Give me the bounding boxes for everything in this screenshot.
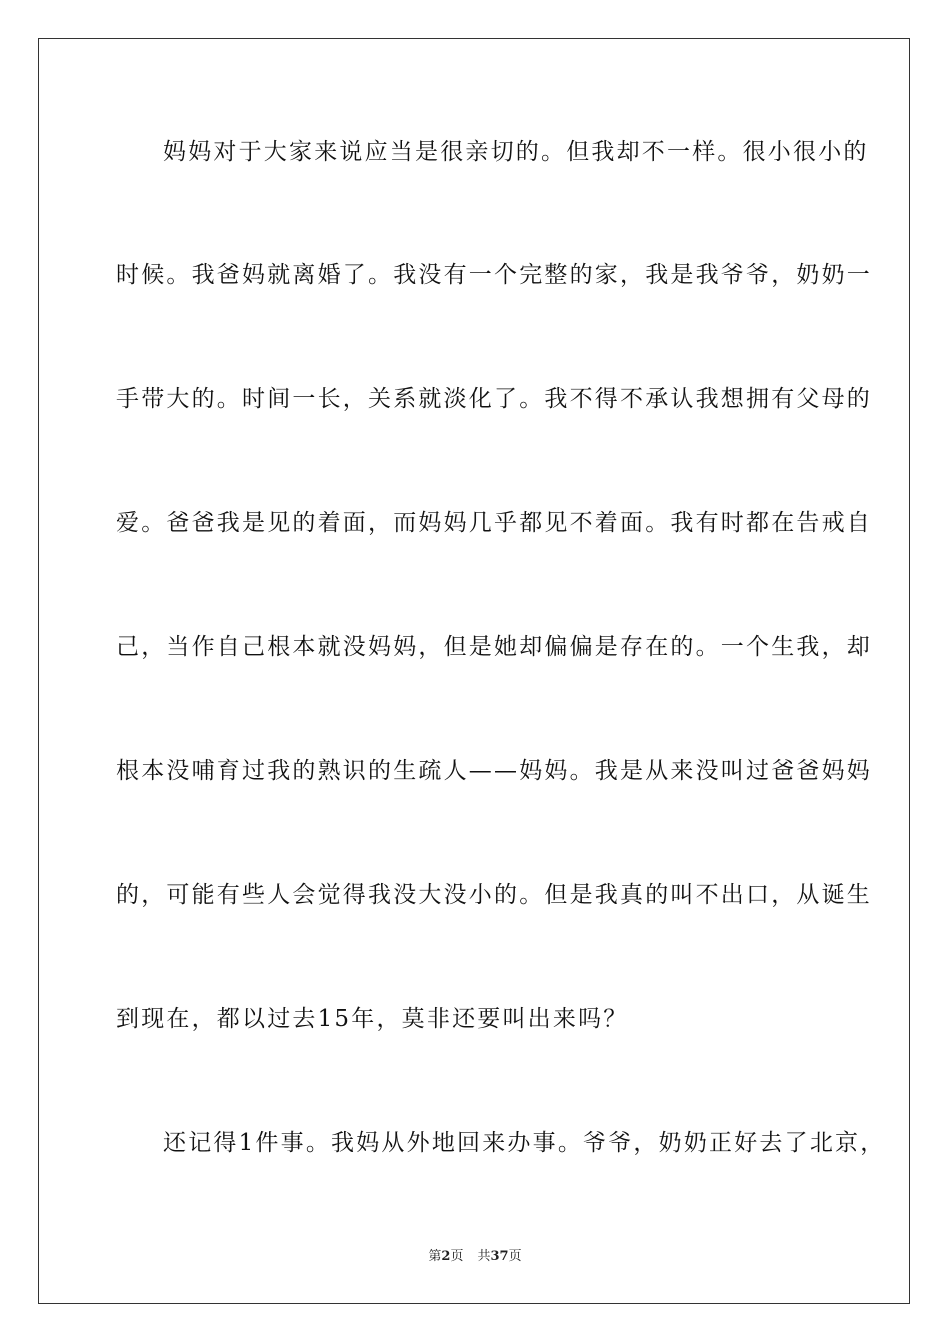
paragraph-line-9: 还记得1件事。我妈从外地回来办事。爷爷，奶奶正好去了北京， bbox=[163, 1130, 886, 1156]
paragraph-line-3: 手带大的。时间一长，关系就淡化了。我不得不承认我想拥有父母的 bbox=[116, 386, 872, 412]
page-footer bbox=[0, 1248, 950, 1266]
page-prefix: 第 bbox=[428, 1249, 442, 1264]
page-border bbox=[38, 38, 910, 1304]
paragraph-line-8: 到现在，都以过去15年，莫非还要叫出来吗？ bbox=[116, 1006, 629, 1032]
paragraph-line-2: 时候。我爸妈就离婚了。我没有一个完整的家，我是我爷爷，奶奶一 bbox=[116, 262, 872, 288]
total-prefix: 共 bbox=[477, 1249, 491, 1264]
paragraph-line-6: 根本没哺育过我的熟识的生疏人——妈妈。我是从来没叫过爸爸妈妈 bbox=[116, 758, 872, 784]
total-pages: 37 bbox=[490, 1249, 509, 1264]
page-number: 2 bbox=[441, 1249, 451, 1264]
page-suffix: 页 bbox=[450, 1249, 464, 1264]
paragraph-line-4: 爱。爸爸我是见的着面，而妈妈几乎都见不着面。我有时都在告戒自 bbox=[116, 510, 872, 536]
total-suffix: 页 bbox=[508, 1249, 522, 1264]
paragraph-line-7: 的，可能有些人会觉得我没大没小的。但是我真的叫不出口，从诞生 bbox=[116, 882, 872, 908]
paragraph-line-1: 妈妈对于大家来说应当是很亲切的。但我却不一样。很小很小的 bbox=[163, 139, 869, 165]
paragraph-line-5: 己，当作自己根本就没妈妈，但是她却偏偏是存在的。一个生我，却 bbox=[116, 634, 872, 660]
